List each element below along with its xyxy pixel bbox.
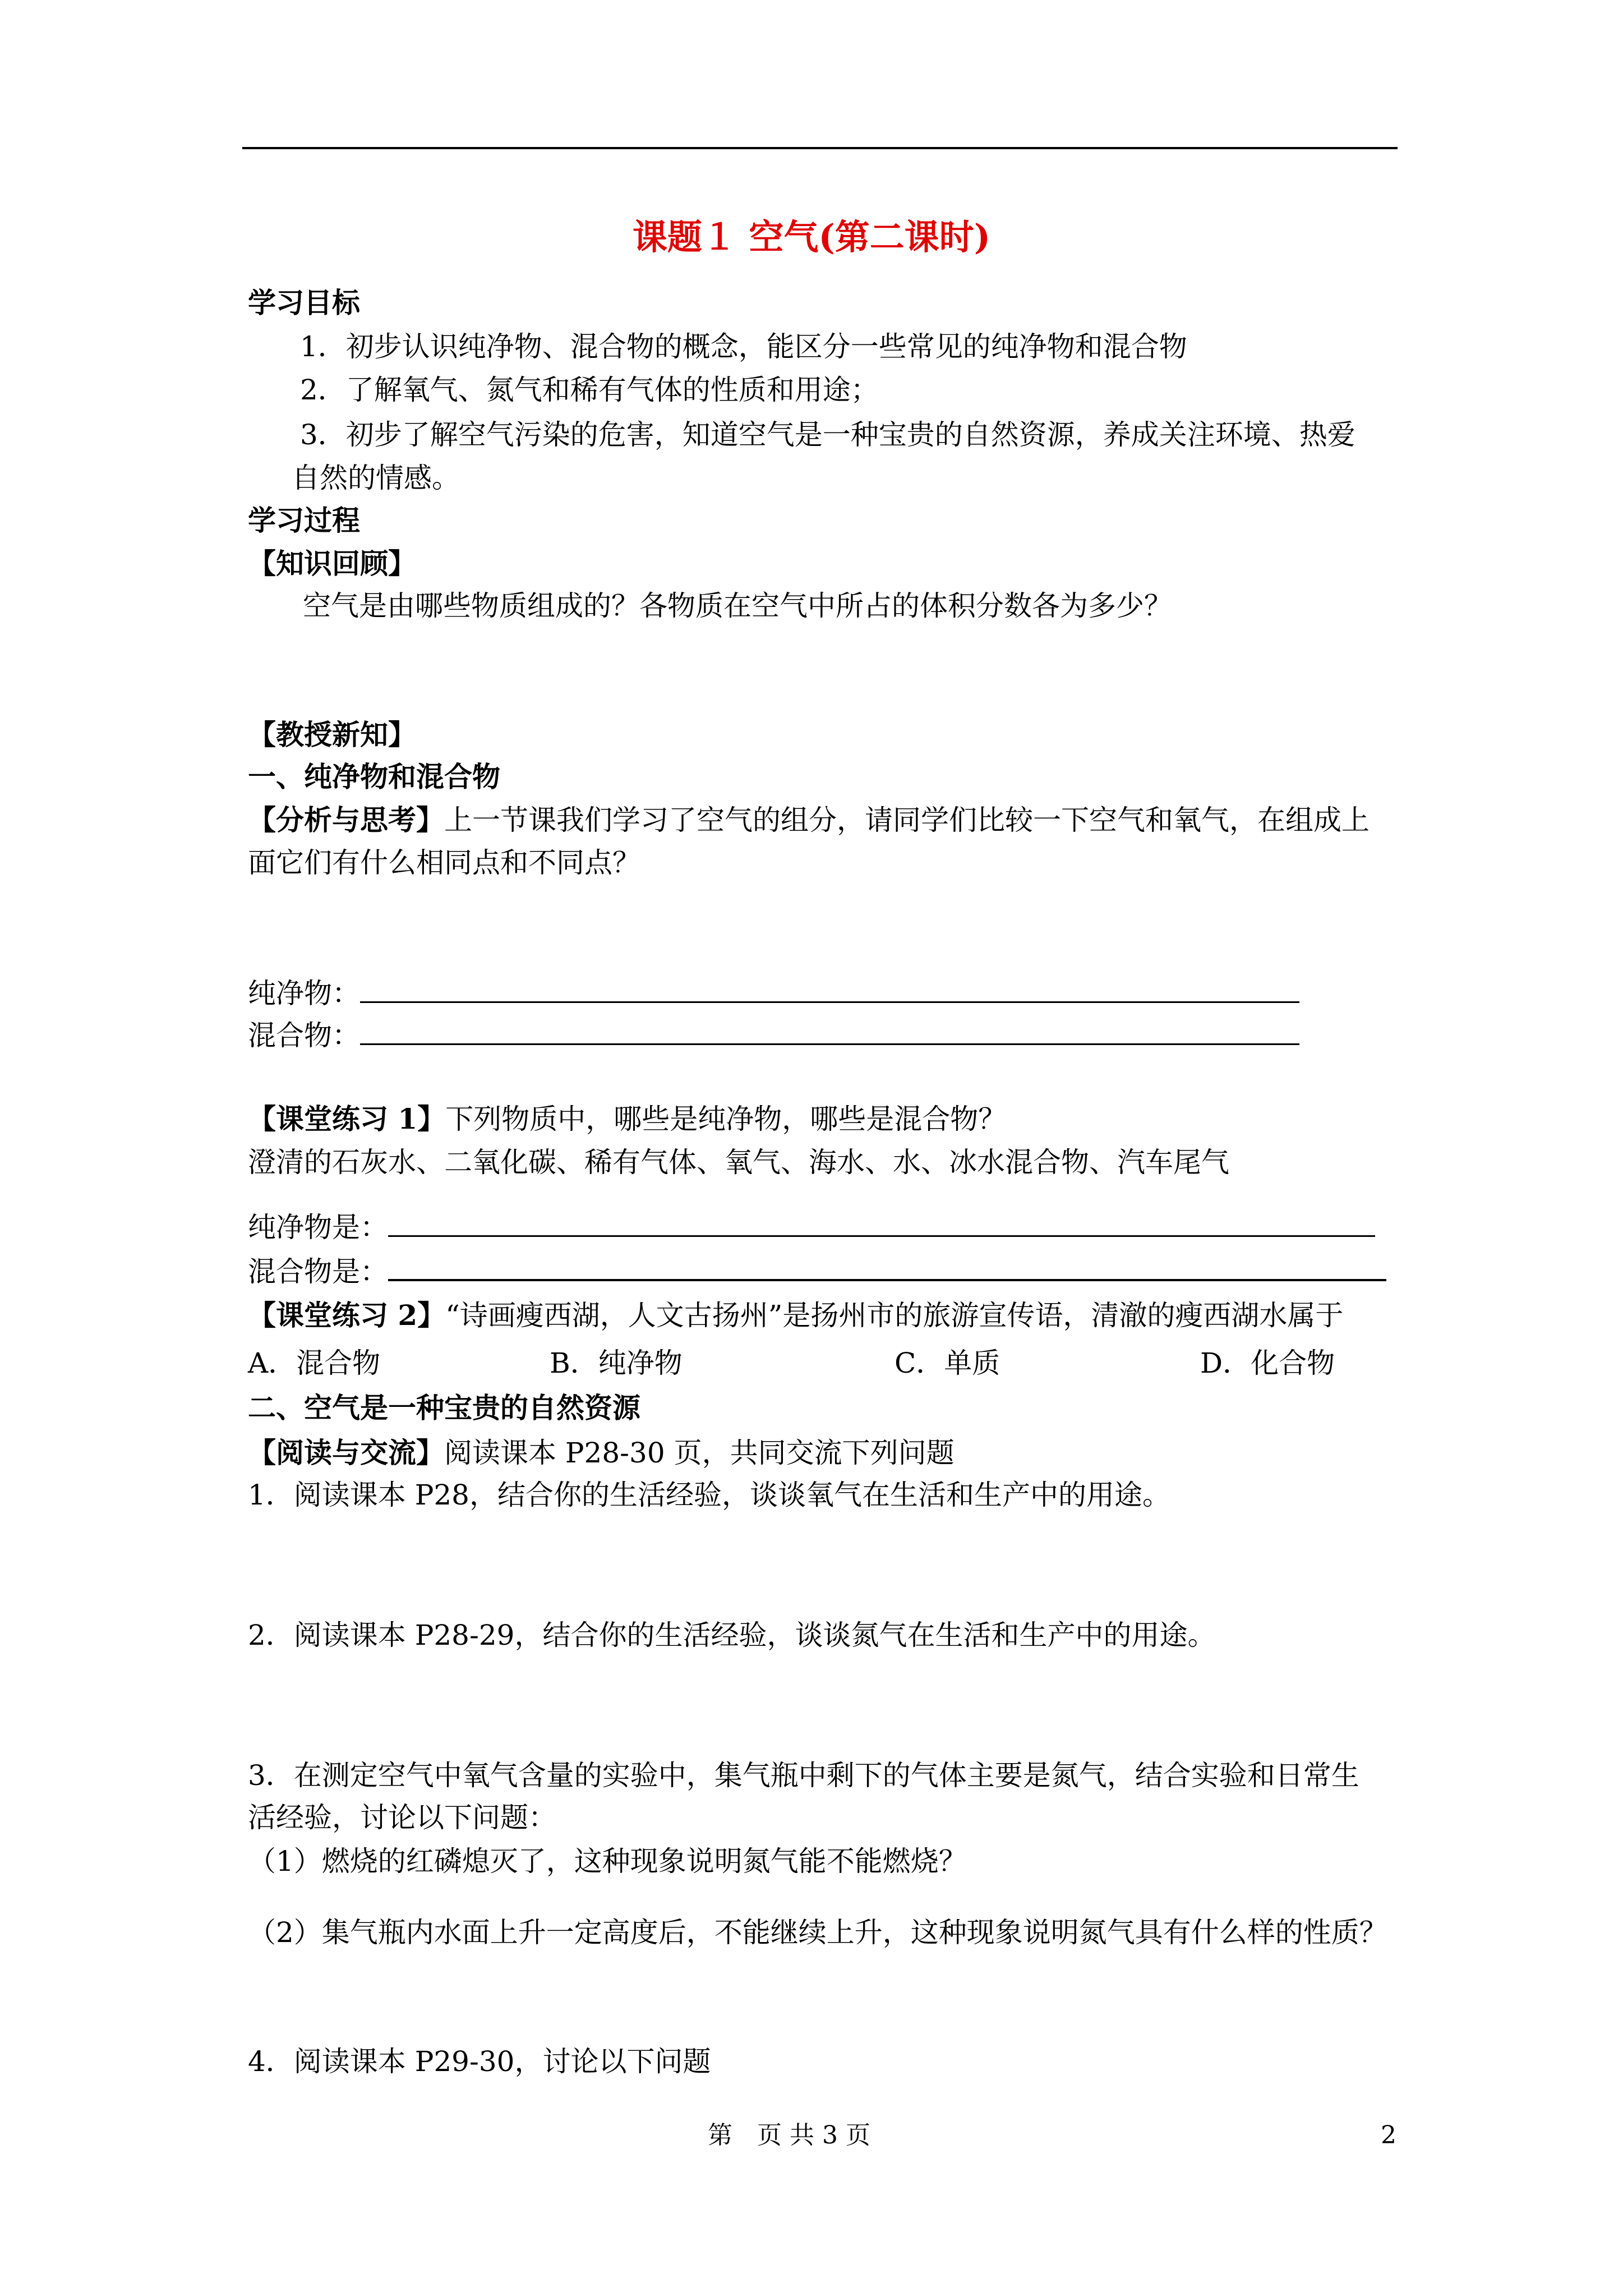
- mixture-blank[interactable]: [360, 1014, 1299, 1045]
- pure-substance-label: 纯净物：: [248, 977, 360, 1010]
- analysis-line-2: 面它们有什么相同点和不同点？: [248, 846, 640, 879]
- pure-substance-blank[interactable]: [360, 972, 1299, 1003]
- question-3-line-1: 3．在测定空气中氧气含量的实验中，集气瓶中剩下的气体主要是氮气，结合实验和日常生: [248, 1759, 1359, 1792]
- mixture-is-label: 混合物是：: [248, 1255, 388, 1288]
- analysis-text: 上一节课我们学习了空气的组分，请同学们比较一下空气和氧气，在组成上: [444, 804, 1370, 836]
- review-question: 空气是由哪些物质组成的？各物质在空气中所占的体积分数各为多少？: [303, 590, 1172, 622]
- objectives-heading: 学习目标: [248, 286, 360, 319]
- question-3-sub-2: （2）集气瓶内水面上升一定高度后，不能继续上升，这种现象说明氮气具有什么样的性质？: [248, 1916, 1387, 1949]
- header-rule: [242, 147, 1398, 149]
- page-title: 课题１ 空气(第二课时): [632, 217, 991, 257]
- pure-is-label: 纯净物是：: [248, 1211, 388, 1244]
- mixture-is-blank[interactable]: [388, 1250, 1386, 1281]
- footer-page-number: 2: [1381, 2121, 1396, 2150]
- option-c[interactable]: C．单质: [895, 1347, 1000, 1379]
- exercise1-line: [248, 1099, 1006, 1139]
- section1-heading: 一、纯净物和混合物: [248, 760, 500, 793]
- exercise2-text: “诗画瘦西湖，人文古扬州”是扬州市的旅游宣传语，清澈的瘦西湖水属于: [445, 1299, 1344, 1332]
- pure-is-blank[interactable]: [388, 1206, 1375, 1237]
- reading-line: [248, 1433, 955, 1473]
- question-3-line-2: 活经验，讨论以下问题：: [248, 1801, 556, 1834]
- section2-heading: 二、空气是一种宝贵的自然资源: [248, 1391, 640, 1424]
- exercise2-line: [248, 1296, 1343, 1335]
- option-a[interactable]: A．混合物: [248, 1347, 381, 1379]
- process-heading: 学习过程: [248, 504, 360, 537]
- objective-item-3-cont: 自然的情感。: [292, 462, 460, 494]
- question-3-sub-1: （1）燃烧的红磷熄灭了，这种现象说明氮气能不能燃烧？: [248, 1845, 967, 1878]
- option-d[interactable]: D．化合物: [1200, 1347, 1335, 1379]
- question-1: 1．阅读课本 P28，结合你的生活经验，谈谈氧气在生活和生产中的用途。: [248, 1479, 1170, 1511]
- question-2: 2．阅读课本 P28-29，结合你的生活经验，谈谈氮气在生活和生产中的用途。: [248, 1619, 1216, 1651]
- reading-label: 【阅读与交流】: [248, 1436, 444, 1469]
- exercise2-label: 【课堂练习 2】: [248, 1299, 446, 1332]
- objective-item-1: 1．初步认识纯净物、混合物的概念，能区分一些常见的纯净物和混合物: [300, 330, 1187, 363]
- new-knowledge-heading: 【教授新知】: [248, 718, 416, 751]
- mixture-row: [248, 1014, 1299, 1055]
- analysis-label: 【分析与思考】: [248, 803, 444, 836]
- question-4: 4．阅读课本 P29-30，讨论以下问题: [248, 2045, 711, 2078]
- reading-text: 阅读课本 P28-30 页，共同交流下列问题: [444, 1437, 955, 1469]
- footer-page-info: 第 页 共 3 页: [708, 2121, 870, 2150]
- pure-is-row: [248, 1206, 1375, 1247]
- objective-item-3: 3．初步了解空气污染的危害，知道空气是一种宝贵的自然资源，养成关注环境、热爱: [300, 418, 1355, 451]
- exercise1-text: 下列物质中，哪些是纯净物，哪些是混合物？: [445, 1103, 1007, 1135]
- review-heading: 【知识回顾】: [248, 547, 416, 580]
- exercise1-items: 澄清的石灰水、二氧化碳、稀有气体、氧气、海水、水、冰水混合物、汽车尾气: [248, 1146, 1229, 1179]
- option-b[interactable]: B．纯净物: [550, 1347, 683, 1379]
- analysis-line-1: [248, 800, 1370, 840]
- mixture-label: 混合物：: [248, 1019, 360, 1052]
- pure-substance-row: [248, 972, 1299, 1013]
- exercise1-label: 【课堂练习 1】: [248, 1102, 446, 1135]
- mixture-is-row: [248, 1250, 1386, 1291]
- objective-item-2: 2．了解氧气、氮气和稀有气体的性质和用途；: [300, 374, 879, 406]
